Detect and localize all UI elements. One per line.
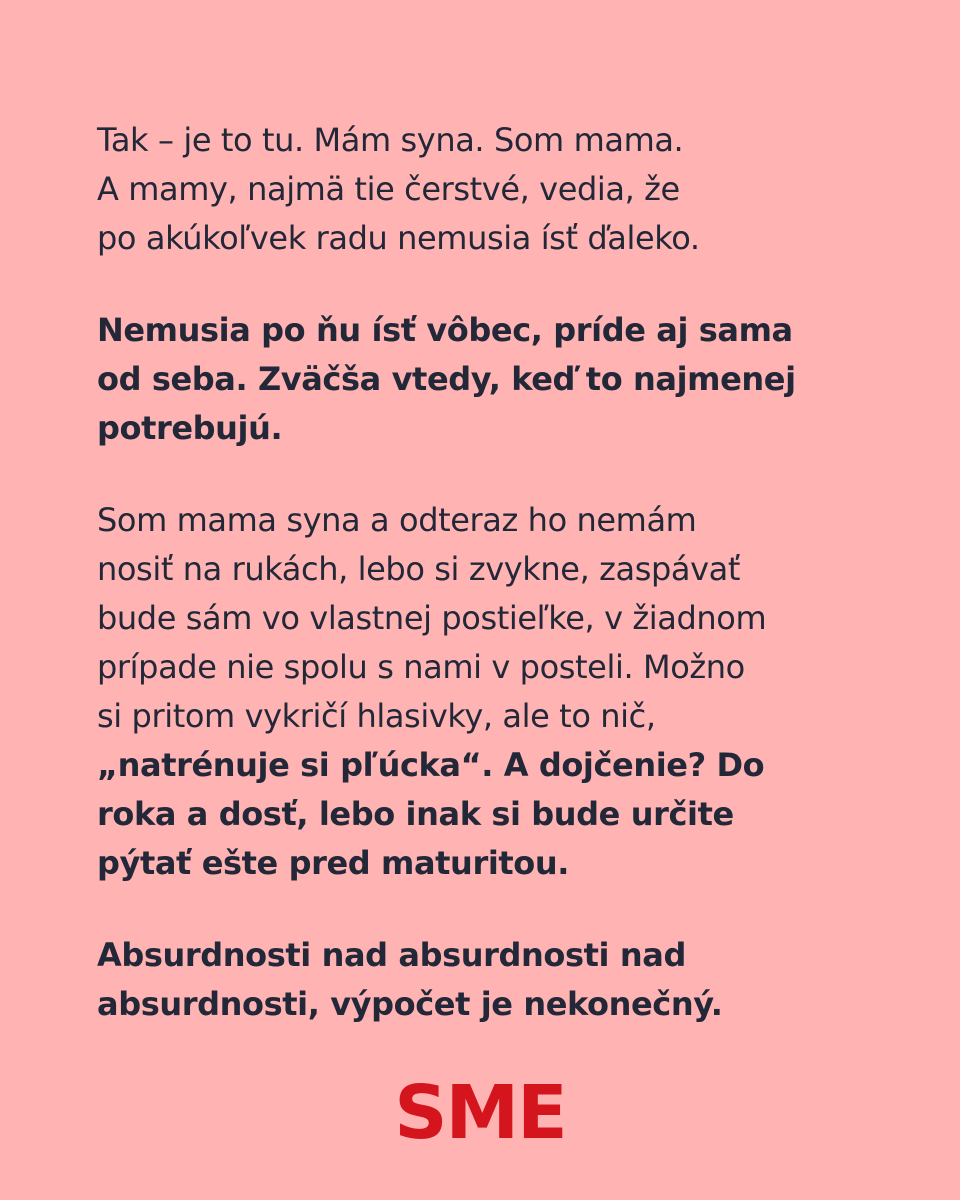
text-line: prípade nie spolu s nami v posteli. Možno xyxy=(97,648,745,686)
text-line: od seba. Zväčša vtedy, keď to najmenej xyxy=(97,360,796,398)
sme-logo: SME xyxy=(394,1070,566,1156)
text-line: si pritom vykričí hlasivky, ale to nič, xyxy=(97,697,656,735)
text-line: bude sám vo vlastnej postieľke, v žiadnom xyxy=(97,599,767,637)
paragraph-intro xyxy=(97,116,887,263)
text-line: Tak – je to tu. Mám syna. Som mama. xyxy=(97,121,684,159)
text-line: potrebujú. xyxy=(97,409,283,447)
paragraph-conclusion xyxy=(97,931,887,1029)
article-text xyxy=(97,116,887,1029)
text-line-bold: „natrénuje si pľúcka“. A dojčenie? Do xyxy=(97,746,765,784)
text-line: nosiť na rukách, lebo si zvykne, zaspávať xyxy=(97,550,741,588)
text-line: absurdnosti, výpočet je nekonečný. xyxy=(97,985,723,1023)
text-line: Absurdnosti nad absurdnosti nad xyxy=(97,936,686,974)
text-line: A mamy, najmä tie čerstvé, vedia, že xyxy=(97,170,680,208)
text-line: Som mama syna a odteraz ho nemám xyxy=(97,501,697,539)
text-line-bold: pýtať ešte pred maturitou. xyxy=(97,844,570,882)
paragraph-bold-statement xyxy=(97,306,887,453)
text-line-bold: roka a dosť, lebo inak si bude určite xyxy=(97,795,734,833)
text-line: po akúkoľvek radu nemusia ísť ďaleko. xyxy=(97,219,700,257)
paragraph-advice xyxy=(97,496,887,888)
text-line: Nemusia po ňu ísť vôbec, príde aj sama xyxy=(97,311,793,349)
